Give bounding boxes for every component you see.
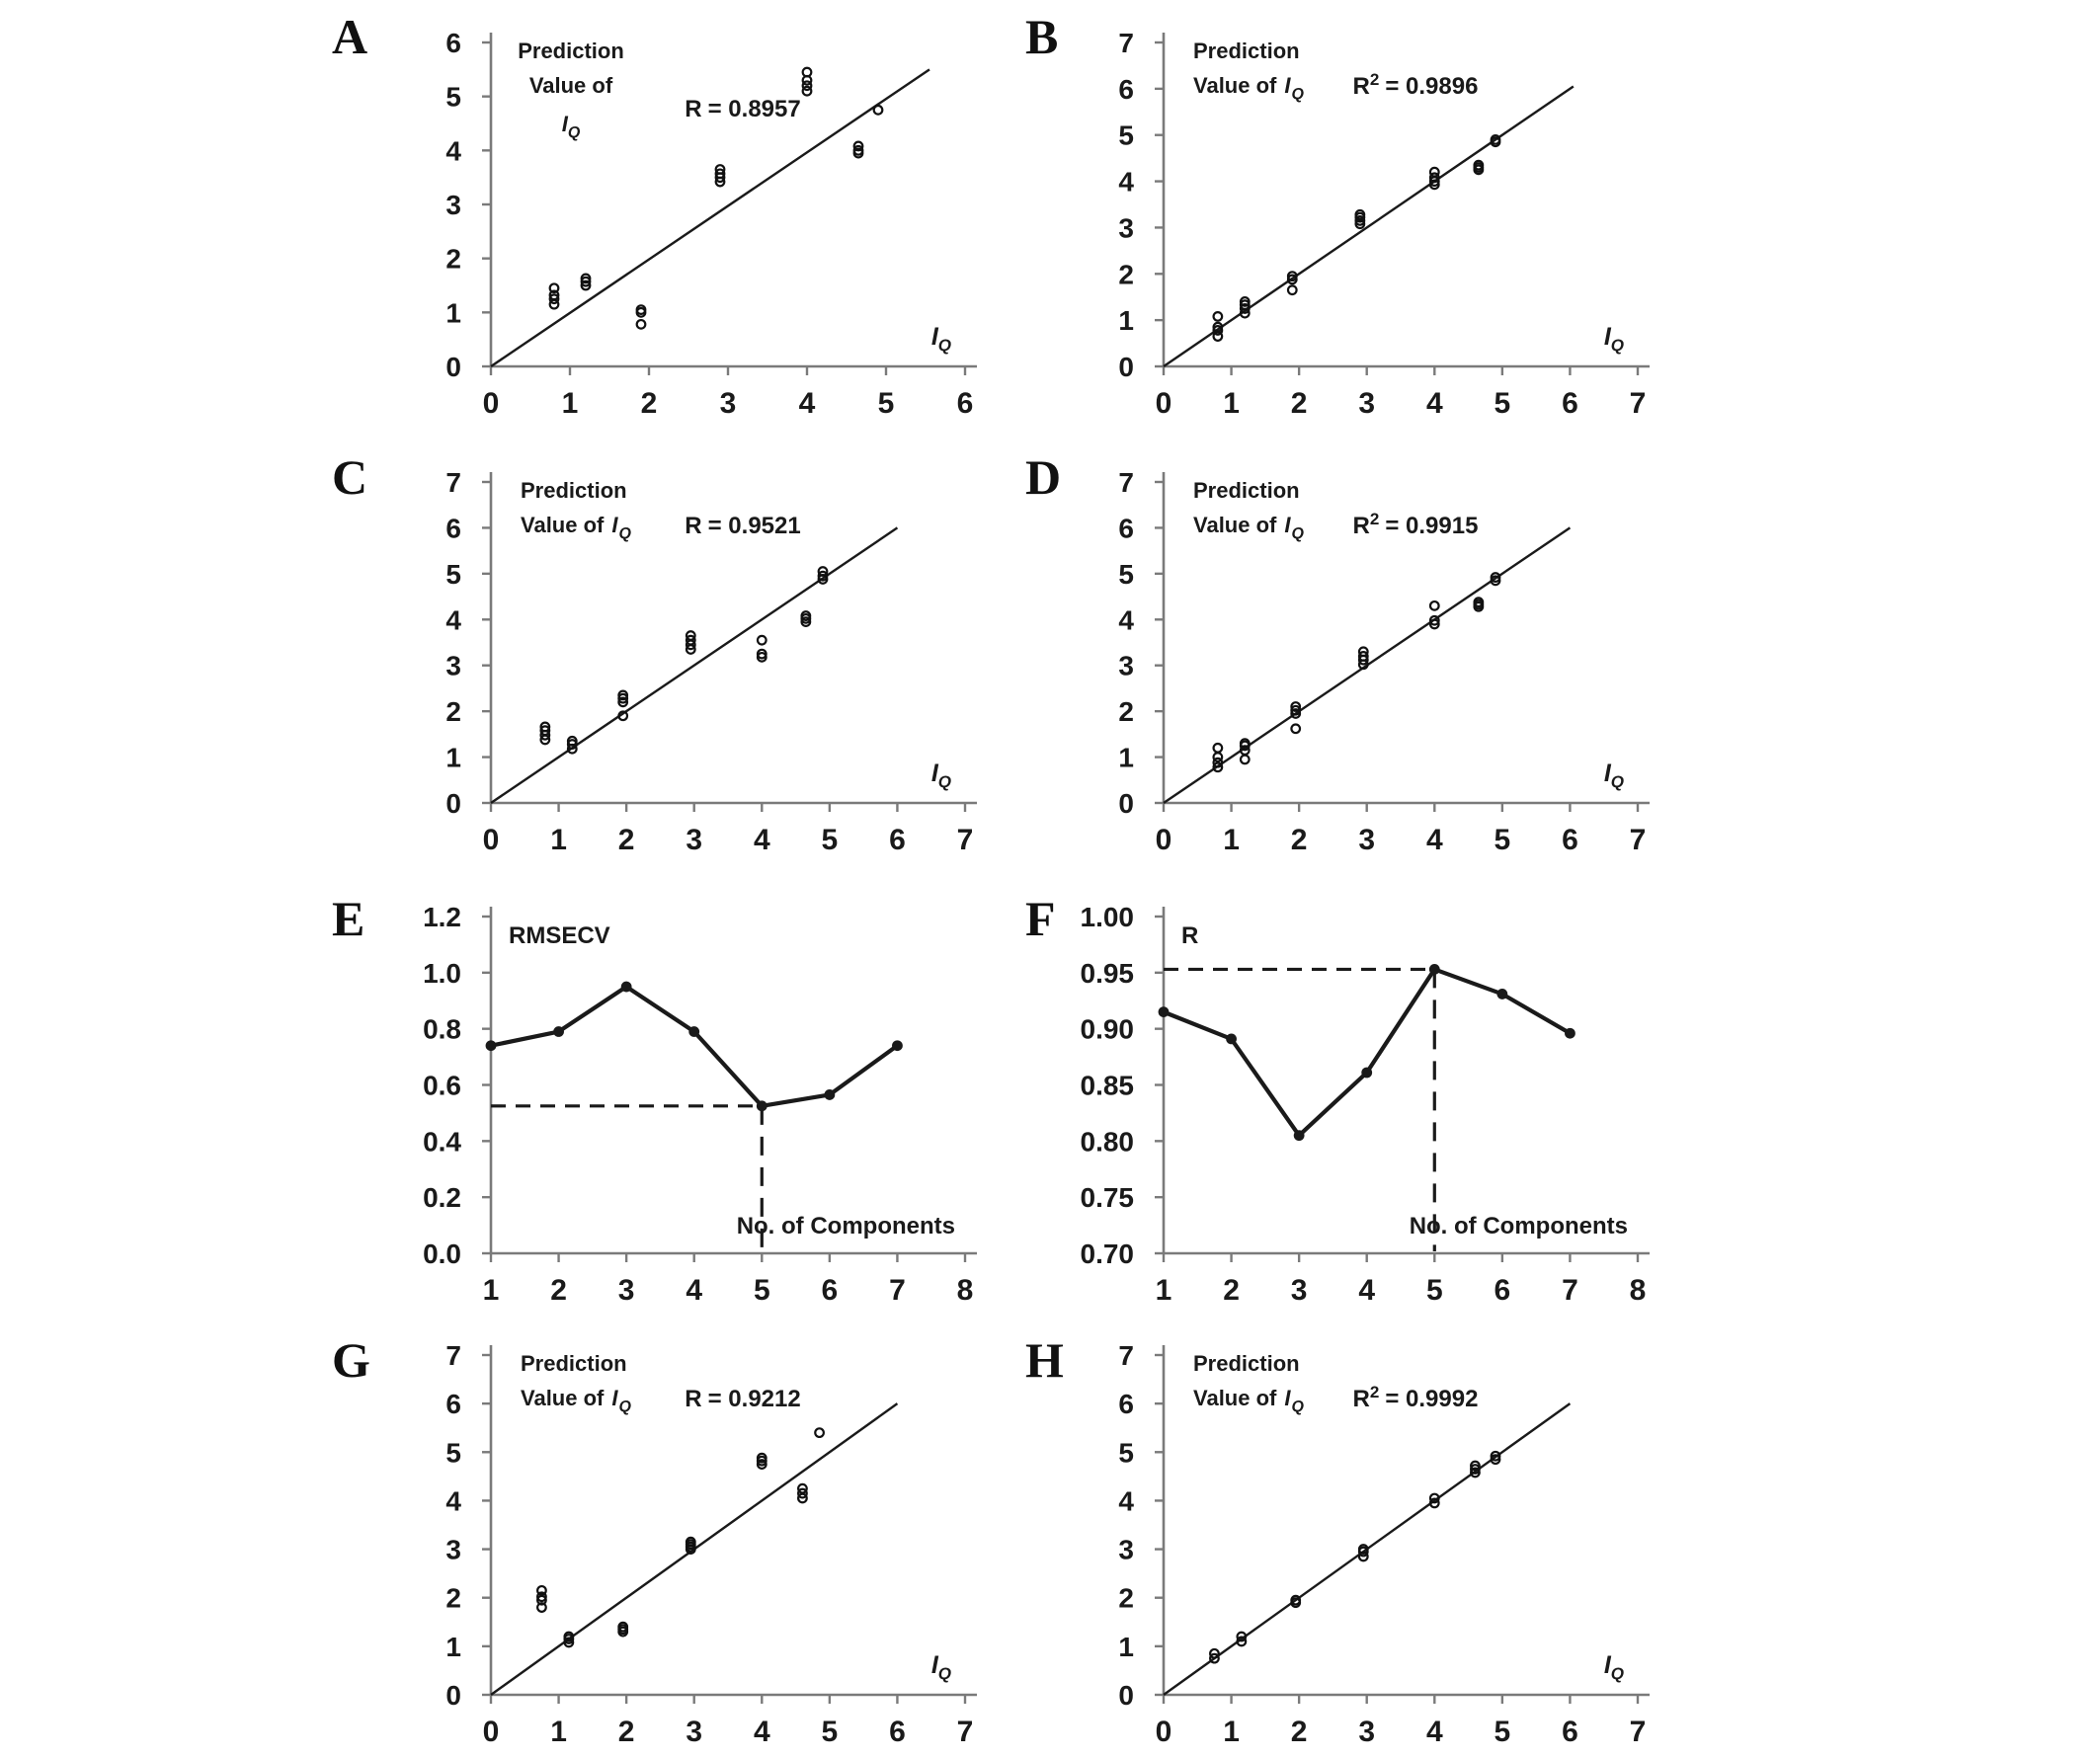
svg-text:6: 6 (445, 1389, 461, 1420)
svg-text:4: 4 (445, 604, 461, 636)
svg-text:0.0: 0.0 (423, 1239, 461, 1269)
svg-text:4: 4 (753, 824, 770, 856)
svg-text:2: 2 (445, 696, 461, 728)
svg-text:0.85: 0.85 (1080, 1070, 1134, 1101)
svg-text:IQ: $I_Q$ (561, 112, 581, 141)
svg-text:6: 6 (821, 1274, 839, 1307)
svg-text:2: 2 (617, 824, 635, 856)
svg-text:8: 8 (1629, 1274, 1647, 1307)
svg-text:5: 5 (445, 558, 461, 590)
panel-B-chart (1118, 28, 1650, 420)
svg-text:5: 5 (1118, 1437, 1134, 1469)
svg-text:6: 6 (445, 28, 461, 58)
panel-letter-d: D (1025, 449, 1062, 505)
svg-text:1: 1 (561, 387, 579, 420)
svg-text:0: 0 (1118, 352, 1134, 382)
svg-text:3: 3 (686, 824, 703, 856)
svg-text:Prediction: Prediction (518, 39, 624, 63)
svg-text:6: 6 (956, 387, 974, 420)
svg-text:5: 5 (1494, 824, 1511, 856)
svg-text:1: 1 (445, 742, 461, 773)
svg-text:2: 2 (640, 387, 658, 420)
svg-text:6: 6 (889, 1716, 906, 1748)
svg-text:7: 7 (1562, 1274, 1578, 1307)
svg-text:No. of Components: No. of Components (736, 1213, 955, 1239)
svg-text:2: 2 (1290, 387, 1308, 420)
svg-text:3: 3 (1118, 212, 1134, 244)
svg-text:5: 5 (445, 1437, 461, 1469)
svg-text:6: 6 (445, 513, 461, 544)
panel-F-chart (1081, 902, 1651, 1307)
svg-text:Value ofIQ: Value of $I_Q$ (521, 513, 631, 542)
svg-text:Value ofIQ: Value of $I_Q$ (1193, 73, 1304, 103)
svg-text:3: 3 (1358, 824, 1376, 856)
panel-letter-c: C (332, 449, 368, 505)
svg-text:4: 4 (1425, 1716, 1443, 1748)
svg-text:4: 4 (753, 1716, 770, 1748)
svg-text:6: 6 (889, 824, 906, 856)
svg-text:7: 7 (889, 1274, 906, 1307)
svg-text:7: 7 (445, 1340, 461, 1371)
svg-text:R= 0.9521: R = 0.9521 (685, 513, 801, 539)
svg-text:3: 3 (617, 1274, 635, 1307)
svg-text:3: 3 (445, 1534, 461, 1565)
svg-text:6: 6 (1562, 824, 1578, 856)
svg-text:2: 2 (550, 1274, 567, 1307)
svg-text:5: 5 (1118, 558, 1134, 590)
svg-text:Value ofIQ: Value of $I_Q$ (521, 1386, 631, 1415)
svg-text:6: 6 (1118, 513, 1134, 544)
svg-text:1.0: 1.0 (423, 957, 461, 989)
svg-text:0.2: 0.2 (423, 1182, 461, 1214)
svg-text:1: 1 (1223, 1716, 1240, 1748)
svg-text:Prediction: Prediction (521, 478, 627, 503)
svg-text:5: 5 (753, 1274, 770, 1307)
svg-text:0.6: 0.6 (423, 1070, 461, 1101)
svg-text:7: 7 (1118, 467, 1134, 498)
svg-text:Prediction: Prediction (521, 1351, 627, 1376)
svg-text:3: 3 (686, 1716, 703, 1748)
svg-text:4: 4 (1118, 1485, 1134, 1517)
svg-text:5: 5 (821, 824, 839, 856)
svg-text:1.2: 1.2 (423, 902, 461, 932)
svg-text:Value of: Value of (528, 73, 613, 98)
panel-A-chart (445, 28, 977, 420)
panel-letter-e: E (332, 891, 365, 946)
svg-text:0: 0 (1155, 387, 1172, 420)
svg-text:0: 0 (445, 1680, 461, 1711)
svg-text:2: 2 (1290, 824, 1308, 856)
svg-text:6: 6 (1562, 1716, 1578, 1748)
svg-text:5: 5 (1494, 387, 1511, 420)
svg-text:2: 2 (1290, 1716, 1308, 1748)
svg-text:Prediction: Prediction (1193, 478, 1300, 503)
svg-text:0: 0 (1118, 788, 1134, 819)
svg-text:0.95: 0.95 (1080, 957, 1134, 989)
svg-text:1: 1 (1155, 1274, 1172, 1307)
svg-text:1: 1 (1118, 305, 1134, 337)
svg-text:6: 6 (1562, 387, 1578, 420)
svg-text:2: 2 (445, 243, 461, 275)
svg-text:7: 7 (1118, 28, 1134, 58)
svg-text:0.8: 0.8 (423, 1013, 461, 1045)
svg-text:4: 4 (1425, 387, 1443, 420)
svg-text:R: R (1181, 922, 1199, 949)
svg-text:IQ: $I_Q$ (1603, 1651, 1624, 1683)
svg-text:1: 1 (482, 1274, 500, 1307)
svg-text:3: 3 (445, 190, 461, 220)
svg-text:0: 0 (482, 387, 500, 420)
svg-text:2: 2 (1118, 259, 1134, 290)
svg-text:0: 0 (482, 1716, 500, 1748)
svg-text:7: 7 (956, 1716, 974, 1748)
panel-H-chart (1118, 1340, 1650, 1748)
svg-text:4: 4 (445, 1485, 461, 1517)
svg-text:2: 2 (1223, 1274, 1240, 1307)
svg-text:0.90: 0.90 (1080, 1013, 1134, 1045)
svg-text:0.80: 0.80 (1080, 1126, 1134, 1158)
svg-text:2: 2 (1118, 1582, 1134, 1614)
svg-text:0: 0 (445, 788, 461, 819)
svg-text:7: 7 (956, 824, 974, 856)
svg-text:1: 1 (1223, 824, 1240, 856)
svg-text:4: 4 (686, 1274, 703, 1307)
panel-letter-h: H (1025, 1332, 1064, 1388)
svg-text:Value ofIQ: Value of $I_Q$ (1193, 1386, 1304, 1415)
svg-text:5: 5 (1494, 1716, 1511, 1748)
svg-text:IQ: $I_Q$ (930, 323, 951, 355)
svg-text:0: 0 (1118, 1680, 1134, 1711)
svg-text:7: 7 (1118, 1340, 1134, 1371)
svg-text:0: 0 (445, 352, 461, 382)
svg-text:5: 5 (821, 1716, 839, 1748)
svg-text:1: 1 (550, 824, 567, 856)
svg-text:3: 3 (719, 387, 737, 420)
panel-letter-a: A (332, 9, 368, 64)
svg-text:R2= 0.9896: $R^2 = 0.9896$ (1352, 70, 1479, 100)
svg-text:No. of Components: No. of Components (1409, 1213, 1628, 1239)
svg-text:4: 4 (445, 135, 461, 167)
svg-text:3: 3 (1358, 1716, 1376, 1748)
svg-text:IQ: $I_Q$ (930, 1651, 951, 1683)
svg-text:7: 7 (1629, 387, 1647, 420)
panel-letter-b: B (1025, 9, 1059, 64)
svg-text:0.4: 0.4 (423, 1126, 461, 1158)
panel-E-chart (423, 902, 977, 1307)
svg-text:0.75: 0.75 (1080, 1182, 1134, 1214)
svg-text:0: 0 (1155, 1716, 1172, 1748)
svg-text:0.70: 0.70 (1080, 1239, 1134, 1269)
svg-text:RMSECV: RMSECV (509, 922, 610, 949)
svg-text:1: 1 (550, 1716, 567, 1748)
svg-text:4: 4 (1425, 824, 1443, 856)
svg-text:1: 1 (1118, 742, 1134, 773)
svg-text:5: 5 (1118, 120, 1134, 151)
svg-text:1: 1 (445, 297, 461, 329)
svg-text:R2= 0.9915: $R^2 = 0.9915$ (1352, 510, 1479, 539)
svg-text:1: 1 (1223, 387, 1240, 420)
svg-text:0: 0 (1155, 824, 1172, 856)
svg-text:4: 4 (1118, 166, 1134, 198)
svg-text:IQ: $I_Q$ (930, 760, 951, 791)
panel-C-chart (445, 467, 977, 856)
svg-text:Prediction: Prediction (1193, 39, 1300, 63)
svg-text:4: 4 (798, 387, 816, 420)
svg-text:3: 3 (1290, 1274, 1308, 1307)
svg-text:7: 7 (1629, 824, 1647, 856)
svg-text:IQ: $I_Q$ (1603, 760, 1624, 791)
svg-text:Prediction: Prediction (1193, 1351, 1300, 1376)
svg-text:3: 3 (1358, 387, 1376, 420)
panel-letter-g: G (332, 1332, 370, 1388)
svg-text:7: 7 (445, 467, 461, 498)
svg-text:0: 0 (482, 824, 500, 856)
svg-text:IQ: $I_Q$ (1603, 323, 1624, 355)
svg-text:7: 7 (1629, 1716, 1647, 1748)
svg-text:6: 6 (1494, 1274, 1511, 1307)
svg-text:3: 3 (1118, 650, 1134, 681)
svg-text:3: 3 (1118, 1534, 1134, 1565)
svg-text:R= 0.8957: R = 0.8957 (685, 96, 801, 122)
svg-text:2: 2 (445, 1582, 461, 1614)
svg-text:6: 6 (1118, 1389, 1134, 1420)
panel-G-chart (445, 1340, 977, 1748)
svg-text:R= 0.9212: R = 0.9212 (685, 1386, 801, 1412)
svg-text:6: 6 (1118, 73, 1134, 105)
svg-text:4: 4 (1118, 604, 1134, 636)
svg-text:5: 5 (877, 387, 895, 420)
panel-D-chart (1118, 467, 1650, 856)
svg-text:3: 3 (445, 650, 461, 681)
svg-text:5: 5 (1425, 1274, 1443, 1307)
svg-text:8: 8 (956, 1274, 974, 1307)
svg-text:4: 4 (1358, 1274, 1376, 1307)
svg-text:1.00: 1.00 (1080, 902, 1134, 932)
svg-text:2: 2 (1118, 696, 1134, 728)
svg-text:1: 1 (445, 1631, 461, 1662)
svg-text:R2= 0.9992: $R^2 = 0.9992$ (1352, 1383, 1479, 1412)
svg-text:2: 2 (617, 1716, 635, 1748)
panel-letter-f: F (1025, 891, 1056, 946)
svg-text:1: 1 (1118, 1631, 1134, 1662)
svg-text:5: 5 (445, 81, 461, 113)
svg-text:Value ofIQ: Value of $I_Q$ (1193, 513, 1304, 542)
